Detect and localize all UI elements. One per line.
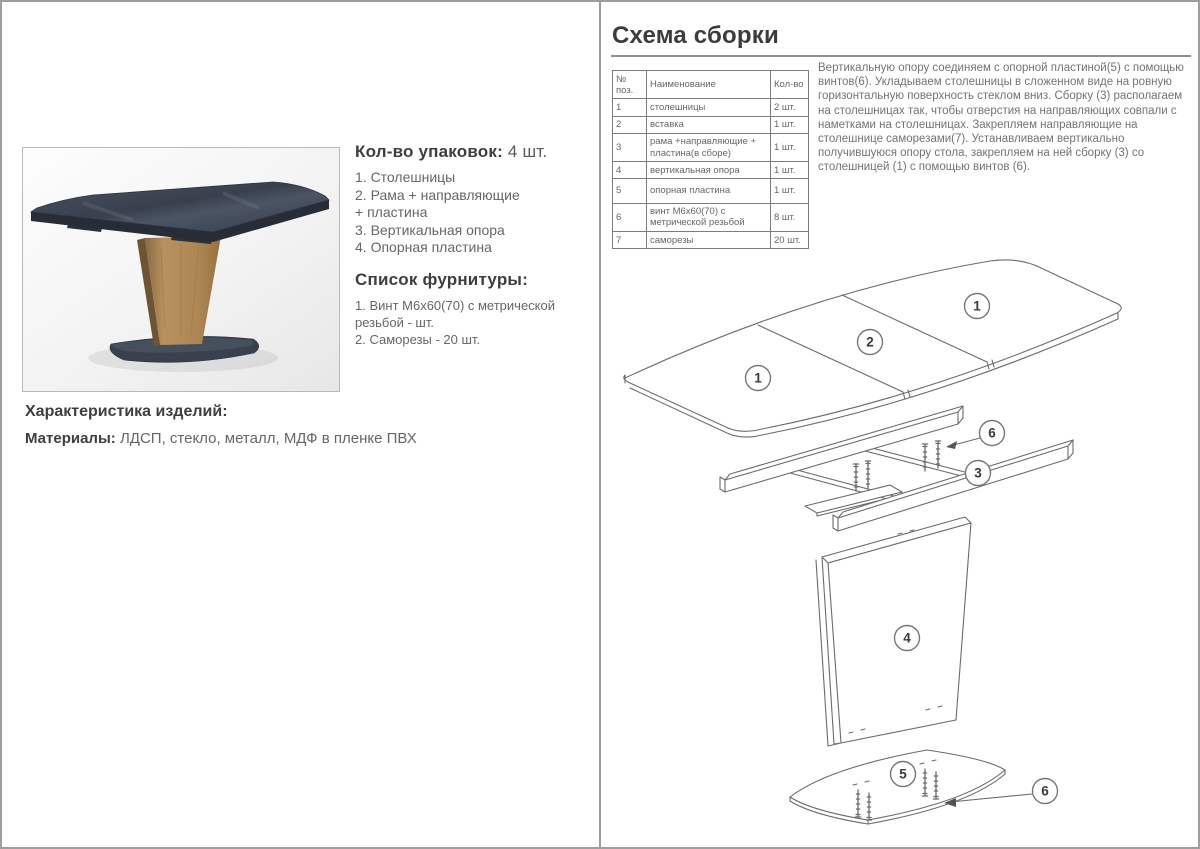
packages-list-item: 3. Вертикальная опора: [355, 221, 505, 238]
packages-list-item: + пластина: [355, 204, 428, 220]
svg-text:3: 3: [974, 465, 982, 481]
label-tabletop-right: [965, 294, 990, 319]
leader-arrow-screws-top: [946, 438, 980, 449]
svg-text:2: 2: [866, 334, 874, 350]
cell-qty: 2 шт.: [771, 99, 809, 116]
hardware-list-item: резьбой - шт.: [355, 314, 434, 330]
table-row: [613, 179, 809, 203]
cell-name: вставка: [647, 116, 771, 133]
cell-qty: 1 шт.: [771, 179, 809, 203]
cell-pos: 1: [613, 99, 647, 116]
svg-text:6: 6: [1041, 783, 1049, 799]
diagram-support: [816, 517, 971, 746]
cell-name: саморезы: [647, 232, 771, 249]
cell-qty: 1 шт.: [771, 116, 809, 133]
packages-list-item: 4. Опорная пластина: [355, 239, 492, 255]
col-header-name: Наименование: [647, 71, 771, 99]
packages-list-item: 1. Столешницы: [355, 169, 456, 185]
cell-name: опорная пластина: [647, 179, 771, 203]
hardware-heading: Список фурнитуры:: [355, 269, 528, 289]
exploded-diagram: [600, 240, 1200, 849]
hardware-list: [355, 297, 600, 348]
cell-name: винт М6х60(70) с метрической резьбой: [647, 203, 771, 231]
diagram-base-plate: [790, 750, 1005, 824]
label-screws-plate: [1033, 779, 1058, 804]
assembly-instructions: Вертикальную опору соединяем с опорной пластиной(5) с помощью винтов(6). Укладываем столешницы в сложенном виде на ровную горизонтальную поверхность стеклом вниз. Сборку (3) располагаем на столешницах так, чтобы отверстия на направляющих совпали с наметками на столешницах. Закрепляем направляющие на столешнице саморезами(7). Устанавливаем вертикально получившуюся опору стола, закрепляем на ней сборку (3) со столешницей (1) с помощью винтов (6).: [818, 62, 1184, 174]
label-base-plate: [891, 762, 916, 787]
cell-pos: 7: [613, 232, 647, 249]
label-frame: [966, 461, 991, 486]
svg-text:4: 4: [903, 630, 911, 646]
title-underline: [611, 55, 1191, 57]
materials-line: [25, 430, 565, 447]
svg-text:5: 5: [899, 766, 907, 782]
table-row: [613, 203, 809, 231]
svg-text:6: 6: [988, 425, 996, 441]
hardware-list-item: 1. Винт М6х60(70) с метрической: [355, 297, 556, 313]
table-row: [613, 133, 809, 161]
cell-pos: 5: [613, 179, 647, 203]
col-header-qty: Кол-во: [771, 71, 809, 99]
left-text-block: [355, 142, 600, 348]
label-tabletop-left: [746, 366, 771, 391]
svg-text:1: 1: [973, 298, 981, 314]
label-support: [895, 626, 920, 651]
page-title: Схема сборки: [612, 22, 779, 49]
cell-qty: 1 шт.: [771, 162, 809, 179]
cell-qty: 20 шт.: [771, 232, 809, 249]
cell-pos: 3: [613, 133, 647, 161]
table-row: [613, 116, 809, 133]
parts-table: [612, 70, 809, 249]
packages-heading-label: Кол-во упаковок:: [355, 142, 503, 161]
table-photo-illustration: [23, 148, 337, 389]
cell-name: столешницы: [647, 99, 771, 116]
materials-label: Материалы:: [25, 430, 116, 447]
characteristics-heading: Характеристика изделий:: [25, 403, 228, 420]
label-insert: [858, 330, 883, 355]
table-row: [613, 99, 809, 116]
packages-heading: [355, 142, 600, 162]
product-photo: [22, 147, 340, 392]
hardware-list-item: 2. Саморезы - 20 шт.: [355, 331, 481, 347]
cell-pos: 6: [613, 203, 647, 231]
svg-text:1: 1: [754, 370, 762, 386]
label-screws-frame: [980, 421, 1005, 446]
packages-list: [355, 169, 600, 257]
parts-table-header-row: [613, 71, 809, 99]
characteristics-block: [25, 403, 565, 447]
cell-pos: 2: [613, 116, 647, 133]
cell-name: вертикальная опора: [647, 162, 771, 179]
cell-pos: 4: [613, 162, 647, 179]
table-row: [613, 162, 809, 179]
materials-value: ЛДСП, стекло, металл, МДФ в пленке ПВХ: [115, 430, 417, 447]
packages-list-item: 2. Рама + направляющие: [355, 186, 520, 203]
packages-count: 4 шт.: [507, 142, 548, 161]
cell-qty: 8 шт.: [771, 203, 809, 231]
col-header-pos: № поз.: [613, 71, 647, 99]
cell-qty: 1 шт.: [771, 133, 809, 161]
cell-name: рама +направляющие + пластина(в сборе): [647, 133, 771, 161]
